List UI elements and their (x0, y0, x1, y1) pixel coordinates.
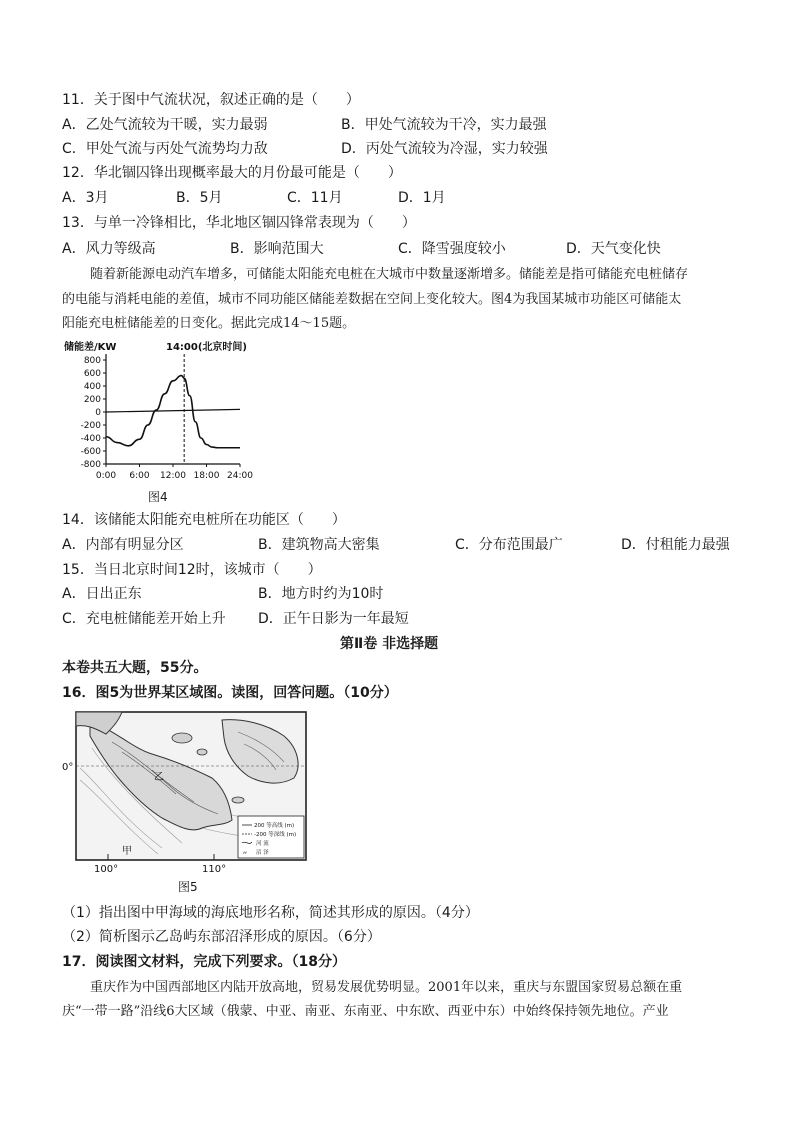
chart-y-tick-label: 400 (83, 382, 101, 392)
q11-option-b: B．甲处气流较为干冷，实力最强 (341, 117, 547, 133)
chart-y-tick-label: 800 (83, 356, 101, 366)
q12-stem: 12．华北锢囚锋出现概率最大的月份最可能是（ ） (62, 165, 402, 181)
chart-annotation-label: 14:00(北京时间) (166, 342, 247, 353)
figure-5-caption: 图5 (178, 880, 198, 894)
q14-option-d: D．付租能力最强 (621, 537, 730, 553)
q16-sub-1: （1）指出图中甲海域的海底地形名称，简述其形成的原因。（4分） (62, 905, 479, 921)
map-lat-label: 0° (62, 762, 74, 773)
q14-option-b: B．建筑物高大密集 (258, 537, 380, 553)
q14-stem: 14．该储能太阳能充电桩所在功能区（ ） (62, 512, 346, 528)
chart-y-tick-label: -800 (80, 460, 101, 470)
q12-option-a: A．3月 (62, 190, 109, 206)
q15-option-a: A．日出正东 (62, 586, 142, 602)
q16-sub-2: （2）简析图示乙岛屿东部沼泽形成的原因。（6分） (62, 929, 381, 945)
chart-y-tick-label: -400 (80, 434, 101, 444)
passage-line-1: 随着新能源电动汽车增多，可储能太阳能充电桩在大城市中数量逐渐增多。储能差是指可储能充电桩储存 (90, 267, 689, 282)
q14-option-a: A．内部有明显分区 (62, 537, 184, 553)
q15-stem: 15．当日北京时间12时，该城市（ ） (62, 562, 322, 578)
q17-line-2: 庆“一带一路”沿线6大区域（俄蒙、中亚、南亚、东南亚、中东欧、西亚中东）中始终保持领先地位。产业 (62, 1004, 669, 1019)
chart-y-tick-label: 200 (83, 395, 101, 405)
q11-option-c: C．甲处气流与丙处气流势均力敌 (62, 141, 268, 157)
legend-river: 河 流 (256, 841, 269, 847)
q15-option-c: C．充电桩储能差开始上升 (62, 611, 226, 627)
q13-option-c: C．降雪强度较小 (398, 241, 506, 257)
chart-y-tick-label: 0 (95, 408, 101, 418)
chart-x-tick-label: 0:00 (95, 471, 117, 481)
chart-x-tick-label: 12:00 (160, 471, 186, 481)
legend-contour: 200 等高线 (m) (254, 823, 295, 829)
chart-y-tick-label: -600 (80, 447, 101, 457)
chart-x-tick-label: 24:00 (227, 471, 253, 481)
q17-stem: 17．阅读图文材料，完成下列要求。（18分） (62, 954, 346, 970)
q16-stem: 16．图5为世界某区域图。读图，回答问题。（10分） (62, 685, 398, 701)
q12-option-b: B．5月 (176, 190, 223, 206)
map-lon-left: 100° (94, 864, 119, 875)
q13-option-b: B．影响范围大 (230, 241, 324, 257)
q15-option-d: D．正午日影为一年最短 (258, 611, 409, 627)
region-map (62, 708, 312, 878)
q11-option-d: D．丙处气流较为冷湿，实力较强 (341, 141, 548, 157)
chart-ylabel: 储能差/KW (64, 342, 117, 353)
figure-4-caption: 图4 (148, 490, 168, 504)
part-2-intro: 本卷共五大题，55分。 (62, 660, 208, 676)
q15-option-b: B．地方时约为10时 (258, 586, 384, 602)
map-lon-right: 110° (202, 864, 227, 875)
part-2-title: 第Ⅱ卷 非选择题 (340, 636, 439, 652)
q13-stem: 13．与单一冷锋相比，华北地区锢囚锋常表现为（ ） (62, 215, 416, 231)
chart-x-tick-label: 6:00 (129, 471, 150, 481)
passage-line-3: 阳能充电桩储能差的日变化。据此完成14～15题。 (62, 316, 356, 331)
q14-option-c: C．分布范围最广 (455, 537, 563, 553)
q13-option-a: A．风力等级高 (62, 241, 156, 257)
swamp-symbol-icon: ⸗⸗ (243, 850, 247, 856)
energy-storage-chart (62, 336, 262, 508)
legend-isobath: -200 等深线 (m) (254, 832, 297, 838)
chart-series-reference-line (106, 409, 240, 412)
legend-swamp: 沼 泽 (256, 850, 269, 856)
chart-y-tick-label: 600 (83, 369, 101, 379)
q11-option-a: A．乙处气流较为干暖，实力最弱 (62, 117, 268, 133)
q12-option-d: D．1月 (398, 190, 446, 206)
map-label-yi: 乙 (154, 772, 164, 783)
passage-line-2: 的电能与消耗电能的差值，城市不同功能区储能差数据在空间上变化较大。图4为我国某城市功能区可储能太 (62, 292, 682, 307)
q12-option-c: C．11月 (287, 190, 343, 206)
q17-line-1: 重庆作为中国西部地区内陆开放高地，贸易发展优势明显。2001年以来，重庆与东盟国家贸易总额在重 (90, 980, 683, 995)
q11-stem: 11．关于图中气流状况，叙述正确的是（ ） (62, 92, 360, 108)
chart-x-tick-label: 18:00 (193, 471, 220, 481)
map-label-jia: 甲 (122, 846, 132, 857)
chart-y-tick-label: -200 (80, 421, 101, 431)
q13-option-d: D．天气变化快 (566, 241, 661, 257)
